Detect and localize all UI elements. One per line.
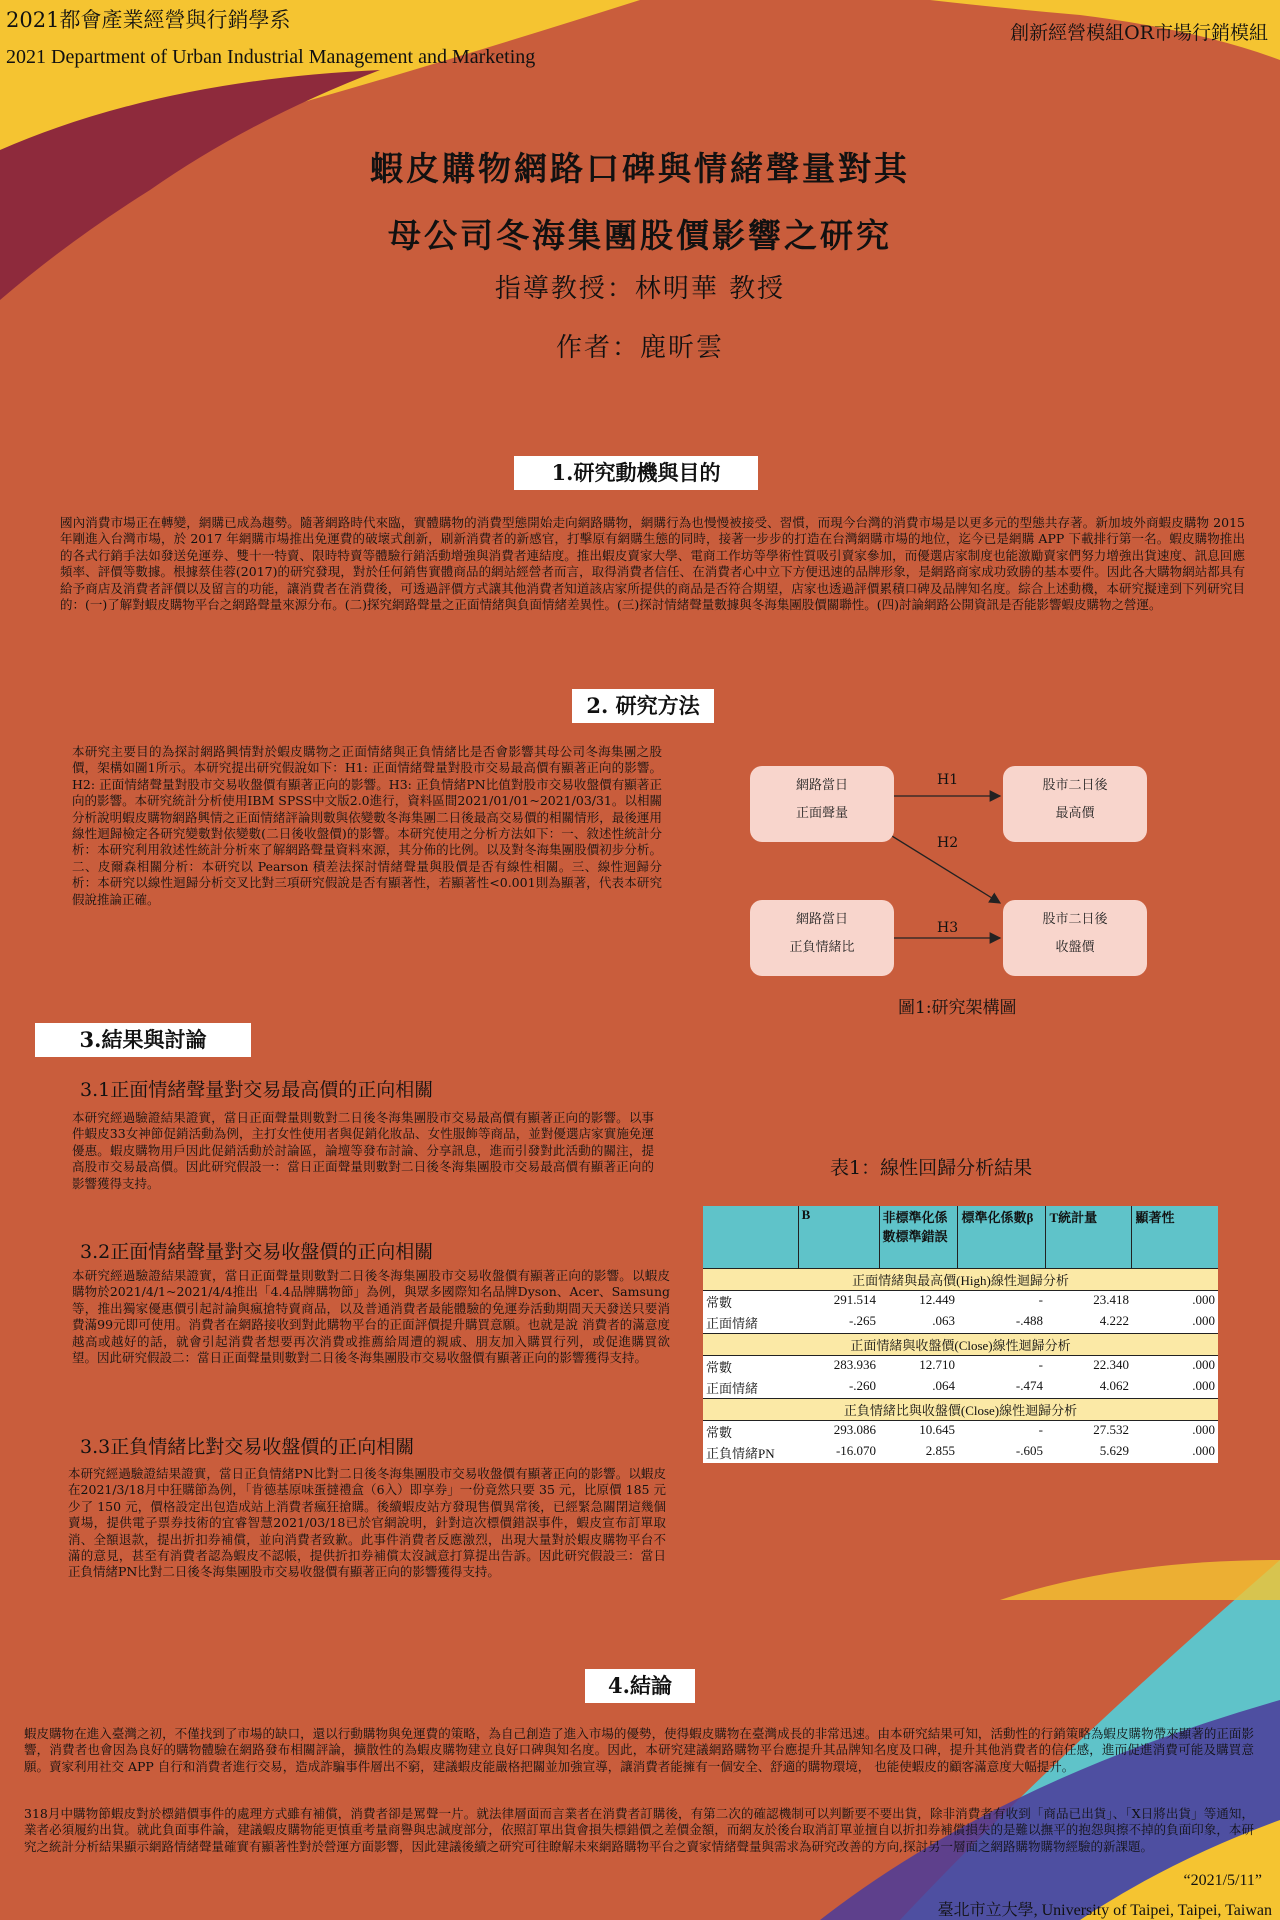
advisor: 指導教授：林明華 教授 [494, 274, 786, 304]
section-4-heading: 4.結論 [585, 1669, 695, 1703]
cell-t: 22.340 [1093, 1356, 1129, 1372]
node-close-price-line2: 收盤價 [1055, 940, 1095, 955]
cell-sig: .000 [1192, 1356, 1215, 1372]
row-label: 常數 [706, 1294, 733, 1310]
cell-beta: -.488 [1015, 1312, 1043, 1328]
figure-caption: 圖1:研究架構圖 [898, 998, 1017, 1018]
group-title: 正面情緒與最高價(High)線性迴歸分析 [703, 1268, 1218, 1290]
cell-b: -.265 [848, 1312, 877, 1328]
table-group-row [703, 1398, 1218, 1420]
node-positive-volume-line2: 正面聲量 [795, 806, 848, 821]
table-row [703, 1312, 1218, 1334]
cell-se: .064 [932, 1377, 955, 1393]
node-pn-ratio-line2: 正負情緒比 [789, 940, 855, 955]
node-high-price-line1: 股市二日後 [1042, 778, 1108, 793]
row-label: 正負情緒PN [706, 1445, 775, 1461]
table-header-cell: B [798, 1206, 879, 1268]
table-caption: 表1：線性回歸分析結果 [830, 1157, 1033, 1179]
cell-sig: .000 [1192, 1421, 1215, 1437]
table-header-cell: 顯著性 [1132, 1206, 1218, 1268]
cell-beta: - [1038, 1356, 1043, 1372]
cell-t: 27.532 [1093, 1421, 1129, 1437]
section-3-heading: 3.結果與討論 [35, 1023, 251, 1057]
section-3-3-text: 本研究經過驗證結果證實，當日正負情緒PN比對二日後冬海集團股市交易收盤價有顯著正向的影響。以蝦皮在2021/3/18月中狂購節為例，「肯德基原味蛋撻禮盒（6入）即享券」一份竟然只要 35 元，比原價 185 元少了 150 元，價格設定出包造成站上消費者瘋狂搶購。後續蝦皮站方發現售價異常後，已經緊急關閉這幾個賣場，提供電子票券技術的宜睿智慧2021/03/18已於官網說明，針對這次標價錯誤事件，蝦皮宣布訂單取消、全額退款，提出折扣券補償，並向消費者致歉。此事件消費者反應激烈，出現大量對於蝦皮購物平台不滿的意見，甚至有消費者認為蝦皮不認帳，提供折扣券補償太沒誠意打算提出告訴。因此研究假設三：當日正負情緒PN比對二日後冬海集團股市交易收盤價有顯著正向的影響獲得支持。 [68, 1466, 666, 1580]
node-positive-volume-line1: 網路當日 [795, 778, 848, 793]
row-label: 常數 [706, 1424, 733, 1440]
cell-beta: -.474 [1015, 1377, 1043, 1393]
section-3-2-heading: 3.2正面情緒聲量對交易收盤價的正向相關 [80, 1241, 434, 1263]
node-close-price-line1: 股市二日後 [1042, 912, 1108, 927]
cell-sig: .000 [1192, 1377, 1215, 1393]
cell-se: 2.855 [925, 1442, 955, 1458]
section-1-heading: 1.研究動機與目的 [514, 456, 758, 490]
cell-beta: - [1038, 1291, 1043, 1307]
department-en: 2021 Department of Urban Industrial Management and Marketing [6, 46, 536, 68]
label-h1: H1 [937, 772, 959, 788]
cell-b: 283.936 [833, 1356, 877, 1372]
node-high-price-line2: 最高價 [1055, 806, 1095, 821]
university-name: 臺北市立大學, University of Taipei, Taipei, Taiwan [937, 1902, 1272, 1919]
cell-t: 5.629 [1099, 1442, 1129, 1458]
cell-se: 12.449 [919, 1291, 955, 1307]
node-pn-ratio-line1: 網路當日 [795, 912, 848, 927]
poster-date: “2021/5/11” [1183, 1872, 1262, 1889]
node-high-price [1003, 766, 1147, 842]
label-h3: H3 [937, 920, 959, 936]
cell-t: 23.418 [1093, 1291, 1129, 1307]
table-header-cell [703, 1206, 798, 1268]
node-pn-ratio [750, 900, 894, 976]
author: 作者：鹿昕雲 [555, 333, 724, 363]
node-positive-volume [750, 766, 894, 842]
table-row [703, 1355, 1218, 1377]
section-4-text-1: 蝦皮購物在進入臺灣之初，不僅找到了市場的缺口，還以行動購物與免運費的策略，為自己創造了進入市場的優勢，使得蝦皮購物在臺灣成長的非常迅速。由本研究結果可知，活動性的行銷策略為蝦皮購物帶來顯著的正面影響，消費者也會因為良好的購物體驗在網路發布相關評論，擴散性的為蝦皮購物建立良好口碑與知名度。因此，本研究建議網路購物平台應提升其品牌知名度及口碑，提升其他消費者的信任感，進而促進消費可能及購買意願。賣家利用社交 APP 自行和消費者進行交易，造成詐騙事件層出不窮，建議蝦皮能嚴格把關並加強宣導，讓消費者能擁有一個安全、舒適的購物環境， 也能使蝦皮的顧客滿意度大幅提升。 [24, 1726, 1254, 1774]
cell-se: .063 [932, 1312, 955, 1328]
section-3-3-heading: 3.3正負情緒比對交易收盤價的正向相關 [80, 1436, 415, 1458]
cell-b: 293.086 [833, 1421, 877, 1437]
cell-sig: .000 [1192, 1442, 1215, 1458]
table-group-row [703, 1268, 1218, 1290]
cell-beta: - [1038, 1421, 1043, 1437]
cell-sig: .000 [1192, 1312, 1215, 1328]
cell-t: 4.222 [1099, 1312, 1129, 1328]
table-header-cell: T統計量 [1046, 1206, 1132, 1268]
table-row [703, 1442, 1218, 1463]
group-title: 正負情緒比與收盤價(Close)線性迴歸分析 [703, 1398, 1218, 1420]
cell-b: 291.514 [833, 1291, 877, 1307]
section-3-2-text: 本研究經過驗證結果證實，當日正面聲量則數對二日後冬海集團股市交易收盤價有顯著正向的影響。以蝦皮購物於2021/4/1~2021/4/4推出「4.4品牌購物節」為例，與眾多國際知名品牌Dyson、Acer、Samsung等，推出獨家優惠價引起討論與瘋搶特賣商品，以及普通消費者最能體驗的免運券活動期間天天發送只要消費滿99元即可使用。消費者在網路接收到對此購物平台的正面評價提升購買意願。也就是說 消費者的滿意度越高或越好的話，就會引起消費者想要再次消費或推薦給周遭的親戚、朋友加入購買行列，或促進購買欲望。因此研究假設二：當日正面聲量則數對二日後冬海集團股市交易收盤價有顯著正向的影響獲得支持。 [72, 1268, 670, 1366]
table-group-row [703, 1333, 1218, 1355]
cell-sig: .000 [1192, 1291, 1215, 1307]
row-label: 正面情緒 [706, 1315, 759, 1331]
row-label: 常數 [706, 1359, 733, 1375]
cell-se: 12.710 [919, 1356, 955, 1372]
section-2-text: 本研究主要目的為探討網路興情對於蝦皮購物之正面情緒與正負情緒比是否會影響其母公司冬海集團之股價，架構如圖1所示。本研究提出研究假說如下：H1: 正面情緒聲量對股市交易最高價有顯著正向的影響。H2: 正面情緒聲量對股市交易收盤價有顯著正向的影響。H3: 正負情緒PN比值對股市交易收盤價有顯著正向的影響。本研究統計分析使用IBM SPSS中文版2.0進行，資料區間2021/01/01~2021/03/31。以相關分析說明蝦皮購物網路興情之正面情緒評論則數與依變數冬海集團二日後最高交易價的相關情形，最後運用線性迴歸檢定各研究變數對依變數(二日後收盤價)的影響。本研究使用之分析方法如下：一、敘述性統計分析：本研究利用敘述性統計分析來了解網路聲量資料來源，其分佈的比例。以及對冬海集團股價初步分析。二、皮爾森相關分析：本研究以 Pearson 積差法探討情緒聲量與股價是否有線性相關。三、線性迴歸分析：本研究以線性迴歸分析交叉比對三項研究假說是否有顯著性，若顯著性<0.001則為顯著，代表本研究假說推論正確。 [72, 744, 662, 907]
table-row [703, 1420, 1218, 1442]
section-2-heading: 2. 研究方法 [572, 689, 714, 723]
node-close-price [1003, 900, 1147, 976]
section-1-text: 國內消費市場正在轉變，網購已成為趨勢。隨著網路時代來臨，實體購物的消費型態開始走向網路購物，網購行為也慢慢被接受、習慣，而現今台灣的消費市場是以更多元的型態共存著。新加坡外商蝦皮購物 2015 年剛進入台灣市場，於 2017 年網購市場推出免運費的破壞式創新，刷新消費者的新感官，打擊原有網購生態的同時，接著一步步的打造在台灣網購市場的地位，迄今已是網購 APP 下載排行第一名。蝦皮購物推出的各式行銷手法如發送免運券、雙十一特賣、限時特賣等體驗行銷活動增強與消費者連結度。推出蝦皮賣家大學、電商工作坊等學術性質吸引賣家參加，而優選店家制度也能激勵賣家們努力增強出貨速度、訊息回應頻率、評價等數據。根據蔡佳蓉(2017)的研究發現，對於任何銷售實體商品的網站經營者而言，取得消費者信任、在消費者心中立下方便迅速的品牌形象，是網路商家成功致勝的基本要件。因此各大購物網站都具有給予商店及消費者評價以及留言的功能，讓消費者在消費後，可透過評價方式讓其他消費者知道該店家所提供的商品是否符合期望，店家也透過評價累積口碑及品牌知名度。綜合上述動機，本研究擬達到下列研究目的：(一)了解對蝦皮購物平台之網路聲量來源分布。(二)探究網路聲量之正面情緒與負面情緒差異性。(三)探討情緒聲量數據與冬海集團股價關聯性。(四)討論網路公開資訊是否能影響蝦皮購物之營運。 [60, 515, 1245, 613]
cell-b: -.260 [848, 1377, 877, 1393]
section-3-1-heading: 3.1正面情緒聲量對交易最高價的正向相關 [80, 1079, 434, 1101]
cell-se: 10.645 [919, 1421, 955, 1437]
regression-table [703, 1206, 1218, 1463]
group-title: 正面情緒與收盤價(Close)線性迴歸分析 [703, 1333, 1218, 1355]
department-zh: 2021都會產業經營與行銷學系 [6, 8, 291, 32]
section-3-1-text: 本研究經過驗證結果證實，當日正面聲量則數對二日後冬海集團股市交易最高價有顯著正向的影響。以事件蝦皮33女神節促銷活動為例，主打女性使用者與促銷化妝品、女性服飾等商品，並對優選店家實施免運優惠。蝦皮購物用戶因此促銷活動於討論區，論壇等發布討論、分享訊息，進而引發對此活動的關注，提高股市交易最高價。因此研究假設一：當日正面聲量則數對二日後冬海集團股市交易最高價有顯著正向的影響獲得支持。 [72, 1110, 654, 1191]
cell-b: -16.070 [835, 1442, 877, 1458]
section-4-text-2: 318月中購物節蝦皮對於標錯價事件的處理方式雖有補償，消費者卻是罵聲一片。就法律層面而言業者在消費者訂購後，有第二次的確認機制可以判斷要不要出貨，除非消費者有收到「商品已出貨」、「X日將出貨」等通知，業者必須履約出貨。就此負面事件論，建議蝦皮購物能更慎重考量商譽與忠誠度部分，依照訂單出貨會損失標錯價之差價金額，而網友於後台取消訂單並擅自以折扣券補償損失的是難以撫平的抱怨與擦不掉的負面印象，本研究之統計分析結果顯示網路情緒聲量確實有顯著性對於營運方面影響，因此建議後續之研究可往瞭解未來網路購物平台之賣家情緒聲量與需求為研究改善的方向,探討另一層面之網路購物購物經驗的新課題。 [24, 1806, 1254, 1854]
table-header-cell: 標準化係數β [958, 1206, 1046, 1268]
module-label: 創新經營模組OR市場行銷模組 [1010, 22, 1268, 44]
table-header-cell: 非標準化係數標準錯誤 [879, 1206, 958, 1268]
poster-title-line2: 母公司冬海集團股價影響之研究 [388, 216, 892, 255]
label-h2: H2 [937, 835, 959, 851]
cell-beta: -.605 [1015, 1442, 1043, 1458]
table-header-row [703, 1206, 1218, 1268]
cell-t: 4.062 [1099, 1377, 1129, 1393]
poster-title-line1: 蝦皮購物網路口碑與情緒聲量對其 [370, 149, 910, 188]
table-row [703, 1290, 1218, 1312]
row-label: 正面情緒 [706, 1380, 759, 1396]
table-row [703, 1377, 1218, 1399]
